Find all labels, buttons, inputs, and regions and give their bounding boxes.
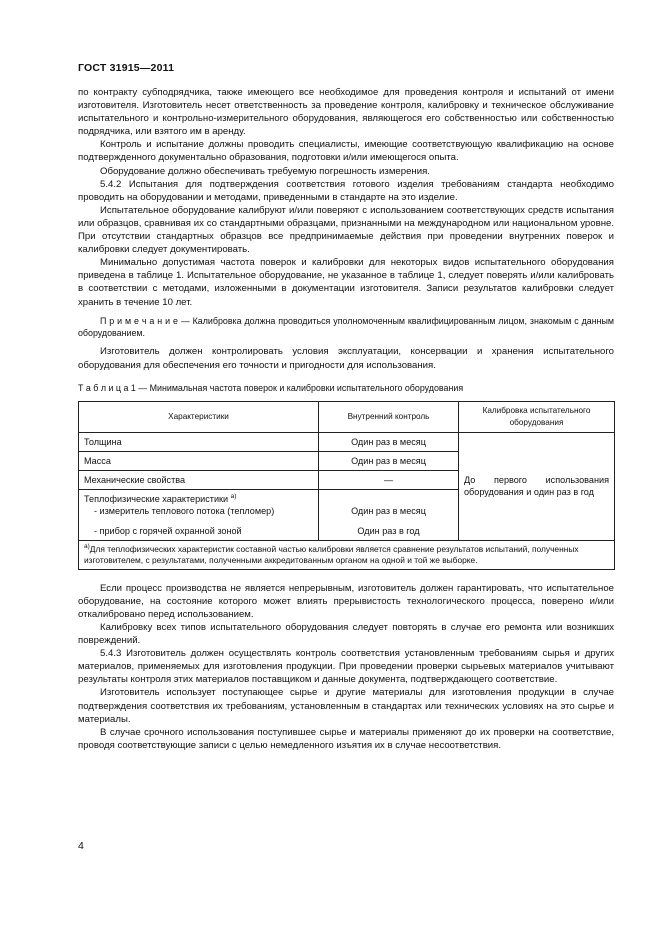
paragraph: Калибровку всех типов испытательного оборудования следует повторять в случае его ремонта или возникших повреждений. [78,621,614,647]
header-calibration: Калибровка испытательного оборудования [459,401,615,432]
note-label: П р и м е ч а н и е [100,315,178,326]
paragraph: 5.4.3 Изготовитель должен осуществлять контроль соответствия установленным требованиям сырья и других материалов, применяемых для изготовления продукции. При проведении проверки сырьевых материалов учитывают результаты контроля этих материалов поставщиком и данные документа, подтверждающего соответствие. [78,648,614,686]
footnote-text: Для теплофизических характеристик составной частью калибровки является сравнение результатов испытаний, полученных изготовителем, с результатами, полученными аккредитованным органом на одной и той же выборке. [84,543,579,565]
cell-internal-control: Один раз в месяц [319,451,459,470]
document-header: ГОСТ 31915—2011 [78,62,175,74]
cell-characteristic: Масса [79,451,319,470]
calibration-table [78,401,615,570]
table-footnote-row [79,540,615,569]
note [78,315,614,340]
note-text: — Калибровка должна проводиться уполномоченным квалифицированным лицом, знакомым с данным оборудованием. [78,315,614,338]
cell-internal-control: Один раз в месяц Один раз в год [319,489,459,540]
header-characteristics: Характеристики [79,401,319,432]
paragraph: Изготовитель использует поступающее сырье и другие материалы для изготовления продукции в случае подтверждения соответствия их требованиям, установленным в стандартах или технических условиях на это сырье и материалы. [78,687,614,725]
table-caption-label: Т а б л и ц а 1 [78,382,136,393]
paragraph: Оборудование должно обеспечивать требуемую погрешность измерения. [100,165,430,177]
table-header-row [79,401,615,432]
thermo-sub-item: - измеритель теплового потока (тепломер) [94,505,275,516]
cell-characteristic: Механические свойства [79,470,319,489]
cell-internal-control: Один раз в месяц [319,432,459,451]
paragraph: Минимально допустимая частота поверок и калибровки для некоторых видов испытательного оборудования приведена в таблице 1. Испытательное оборудование, не указанное в таблице 1, следует поверять и/или калибровать в соответствии с методами, изложенными в документации изготовителя. Записи результатов калибровки следует хранить в течение 10 лет. [78,257,614,308]
table-row [79,432,615,451]
paragraph: 5.4.2 Испытания для подтверждения соответствия готового изделия требованиям стандарта необходимо проводить на оборудовании и методами, приведенными в стандарте на это изделие. [78,178,614,203]
paragraph: Если процесс производства не является непрерывным, изготовитель должен гарантировать, что испытательное оборудование, на состояние которого может влиять прерывистость технологического процесса, поверено и/или откалибровано перед использованием. [78,582,614,620]
table-caption-text: — Минимальная частота поверок и калибровки испытательного оборудования [135,382,464,393]
paragraph: Изготовитель должен контролировать условия эксплуатации, консервации и хранения испытательного оборудования для обеспечения его точности и пригодности для использования. [78,346,614,371]
cell-characteristic [79,489,319,540]
paragraph: В случае срочного использования поступившее сырье и материалы применяют до их проверки на соответствие, проводя соответствующие записи с целью немедленного изъятия их в случае несоответствия. [78,726,614,751]
paragraph: по контракту субподрядчика, также имеющего все необходимое для проведения контроля и испытаний от имени изготовителя. Изготовитель несет ответственность за проведение контроля, калибровку и техническое обслуживание испытательного и контрольно-измерительного оборудования, являющегося его собственностью или собственностью подрядчика, или взятого им в аренду. [78,87,614,138]
footnote-ref: а) [230,492,237,500]
cell-calibration: До первого использования оборудования и один раз в год [459,432,615,540]
paragraph: Контроль и испытание должны проводить специалисты, имеющие соответствующую квалификацию на основе подтвержденного документально образования, подготовки и/или имеющегося опыта. [78,139,614,164]
paragraph: Испытательное оборудование калибруют и/или поверяют с использованием соответствующих средств испытания или образцов, сравнивая их со стандартными образцами, признанными на международном или национальном уровне. При отсутствии стандартных образцов все предпринимаемые действия при проведении внутренних поверок и калибровки следует документировать. [78,204,614,256]
table-footnote [79,540,615,569]
thermo-sub-item: - прибор с горячей охранной зоной [94,525,242,536]
footnote-mark: а) [84,542,90,550]
page-number: 4 [78,840,84,852]
cell-internal-control: — [319,470,459,489]
table-caption [78,382,614,395]
thermo-title: Теплофизические характеристики $^{а)}$ [84,492,237,504]
header-internal-control: Внутренний контроль [319,401,459,432]
cell-characteristic: Толщина [79,432,319,451]
page-content [78,86,614,752]
